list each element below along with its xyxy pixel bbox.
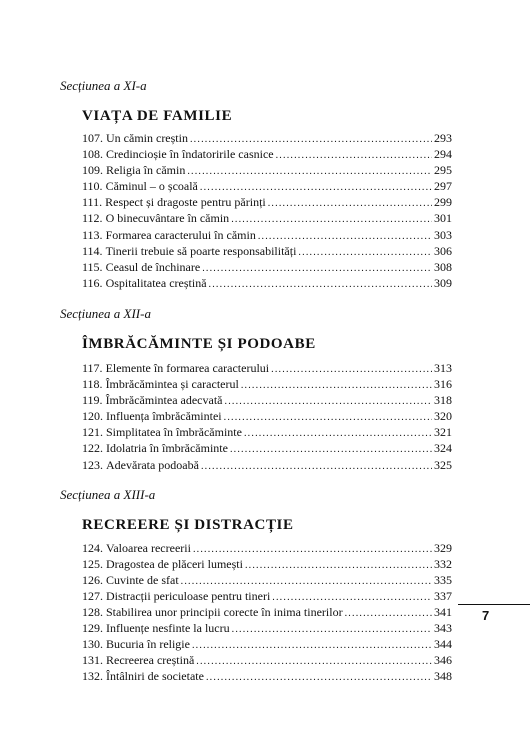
page-number: 7 bbox=[482, 608, 490, 623]
entry-page-number: 346 bbox=[434, 653, 452, 668]
entry-title: Întâlniri de societate bbox=[106, 669, 204, 684]
entry-title: Religia în cămin bbox=[106, 163, 186, 178]
entry-page-number: 303 bbox=[434, 227, 452, 242]
entry-title: Valoarea recreerii bbox=[106, 540, 191, 555]
entry-number: 119. bbox=[82, 393, 103, 408]
entry-title: Influențe nesfinte la lucru bbox=[106, 621, 230, 636]
entry-number: 118. bbox=[82, 377, 103, 392]
toc-section bbox=[60, 306, 452, 473]
entry-number: 125. bbox=[82, 556, 103, 571]
dot-leader bbox=[232, 622, 432, 638]
entry-page-number: 341 bbox=[434, 604, 452, 619]
toc-entry bbox=[82, 440, 452, 456]
toc-entry bbox=[82, 227, 452, 243]
entry-page-number: 325 bbox=[434, 457, 452, 472]
dot-leader bbox=[231, 212, 432, 228]
toc-section bbox=[60, 487, 452, 685]
dot-leader bbox=[202, 261, 432, 277]
toc-entry bbox=[82, 408, 452, 424]
entry-title: Ceasul de închinare bbox=[105, 259, 201, 274]
dot-leader bbox=[225, 394, 433, 410]
dot-leader bbox=[201, 459, 432, 475]
entry-title: Influența îmbrăcămintei bbox=[106, 409, 222, 424]
toc-entry bbox=[82, 588, 452, 604]
entry-number: 128. bbox=[82, 604, 103, 619]
toc-entry bbox=[82, 194, 452, 210]
entry-title: Adevărata podoabă bbox=[106, 457, 199, 472]
entry-title: Dragostea de plăceri lumești bbox=[106, 556, 243, 571]
entry-title: O binecuvântare în cămin bbox=[105, 211, 230, 226]
entry-number: 123. bbox=[82, 457, 103, 472]
entry-number: 112. bbox=[82, 211, 103, 226]
toc-entry bbox=[82, 424, 452, 440]
toc-entry bbox=[82, 376, 452, 392]
entry-title: Elemente în formarea caracterului bbox=[105, 360, 270, 375]
entry-number: 120. bbox=[82, 409, 103, 424]
section-heading: VIAȚA DE FAMILIE bbox=[82, 108, 233, 124]
dot-leader bbox=[345, 606, 432, 622]
entry-page-number: 321 bbox=[434, 425, 452, 440]
entry-page-number: 344 bbox=[434, 637, 452, 652]
entry-page-number: 309 bbox=[434, 275, 452, 290]
entry-number: 117. bbox=[82, 360, 103, 375]
dot-leader bbox=[244, 426, 432, 442]
section-heading: RECREERE ȘI DISTRACȚIE bbox=[82, 516, 294, 533]
entry-number: 132. bbox=[82, 669, 103, 684]
entry-title: Îmbrăcămintea adecvată bbox=[105, 393, 223, 408]
entry-page-number: 318 bbox=[434, 393, 452, 408]
toc-entry bbox=[82, 178, 452, 194]
dot-leader bbox=[187, 164, 432, 180]
dot-leader bbox=[268, 196, 432, 212]
dot-leader bbox=[276, 148, 432, 164]
entry-number: 109. bbox=[82, 163, 103, 178]
toc-entry bbox=[82, 130, 452, 146]
entry-page-number: 316 bbox=[434, 377, 452, 392]
dot-leader bbox=[192, 638, 432, 654]
toc-entry bbox=[82, 668, 452, 684]
entry-title: Bucuria în religie bbox=[106, 637, 190, 652]
toc-entry bbox=[82, 146, 452, 162]
entry-number: 108. bbox=[82, 147, 103, 162]
dot-leader bbox=[245, 558, 432, 574]
folio-rule bbox=[458, 604, 530, 605]
entry-page-number: 343 bbox=[434, 621, 452, 636]
entry-number: 111. bbox=[82, 195, 103, 210]
entry-title: Îmbrăcămintea și caracterul bbox=[105, 377, 239, 392]
toc-entry bbox=[82, 259, 452, 275]
entry-page-number: 337 bbox=[434, 588, 452, 603]
entry-title: Recreerea creștină bbox=[106, 653, 195, 668]
entry-number: 124. bbox=[82, 540, 103, 555]
entry-number: 122. bbox=[82, 441, 103, 456]
toc-entry bbox=[82, 636, 452, 652]
toc-entry bbox=[82, 457, 452, 473]
entry-title: Un cămin creștin bbox=[106, 131, 188, 145]
toc-entry bbox=[82, 275, 452, 291]
entry-page-number: 294 bbox=[434, 147, 452, 162]
entry-page-number: 299 bbox=[434, 195, 452, 210]
entry-page-number: 308 bbox=[434, 259, 452, 274]
dot-leader bbox=[196, 654, 432, 670]
entry-page-number: 293 bbox=[434, 131, 452, 145]
entry-title: Simplitatea în îmbrăcăminte bbox=[106, 425, 242, 440]
entry-page-number: 301 bbox=[434, 211, 452, 226]
dot-leader bbox=[230, 442, 432, 458]
entry-page-number: 332 bbox=[434, 556, 452, 571]
toc-entry bbox=[82, 243, 452, 259]
toc-entry-list bbox=[60, 540, 452, 685]
toc-entry bbox=[82, 652, 452, 668]
entry-number: 126. bbox=[82, 572, 103, 587]
toc-entry bbox=[82, 360, 452, 376]
entry-number: 130. bbox=[82, 637, 103, 652]
entry-page-number: 306 bbox=[434, 243, 452, 258]
entry-number: 113. bbox=[82, 227, 103, 242]
entry-page-number: 324 bbox=[434, 441, 452, 456]
entry-page-number: 329 bbox=[434, 540, 452, 555]
toc-entry-list bbox=[60, 360, 452, 473]
toc-section bbox=[60, 78, 452, 291]
dot-leader bbox=[271, 362, 432, 378]
entry-title: Cuvinte de sfat bbox=[106, 572, 179, 587]
section-label: Secțiunea a XII-a bbox=[60, 305, 151, 321]
entry-page-number: 313 bbox=[434, 360, 452, 375]
toc-entry bbox=[82, 620, 452, 636]
entry-title: Respect și dragoste pentru părinți bbox=[105, 195, 266, 210]
toc-entry bbox=[82, 604, 452, 620]
entry-number: 129. bbox=[82, 621, 103, 636]
dot-leader bbox=[241, 378, 432, 394]
entry-title: Căminul – o școală bbox=[105, 179, 198, 194]
dot-leader bbox=[224, 410, 432, 426]
entry-number: 121. bbox=[82, 425, 103, 440]
toc-entry bbox=[82, 210, 452, 226]
entry-title: Ospitalitatea creștină bbox=[105, 275, 207, 290]
section-label: Secțiunea a XIII-a bbox=[60, 486, 156, 502]
toc-entry-list bbox=[60, 130, 452, 291]
dot-leader bbox=[298, 245, 432, 261]
entry-page-number: 348 bbox=[434, 669, 452, 684]
entry-title: Formarea caracterului în cămin bbox=[105, 227, 256, 242]
entry-number: 107. bbox=[82, 131, 103, 145]
dot-leader bbox=[209, 277, 432, 293]
entry-page-number: 297 bbox=[434, 179, 452, 194]
toc-entry bbox=[82, 556, 452, 572]
toc-entry bbox=[82, 392, 452, 408]
entry-page-number: 295 bbox=[434, 163, 452, 178]
table-of-contents bbox=[60, 78, 452, 684]
entry-page-number: 320 bbox=[434, 409, 452, 424]
toc-entry bbox=[82, 162, 452, 178]
entry-number: 115. bbox=[82, 259, 103, 274]
entry-title: Tinerii trebuie să poarte responsabilități bbox=[105, 243, 297, 258]
entry-number: 116. bbox=[82, 275, 103, 290]
entry-title: Distracții periculoase pentru tineri bbox=[106, 588, 271, 603]
entry-page-number: 335 bbox=[434, 572, 452, 587]
entry-number: 110. bbox=[82, 179, 103, 194]
section-label: Secțiunea a XI-a bbox=[60, 78, 147, 93]
entry-title: Credincioșie în îndatoririle casnice bbox=[106, 147, 274, 162]
entry-title: Idolatria în îmbrăcăminte bbox=[106, 441, 228, 456]
dot-leader bbox=[206, 670, 432, 686]
entry-number: 127. bbox=[82, 588, 103, 603]
entry-number: 114. bbox=[82, 243, 103, 258]
toc-entry bbox=[82, 572, 452, 588]
toc-entry bbox=[82, 540, 452, 556]
entry-number: 131. bbox=[82, 653, 103, 668]
section-heading: ÎMBRĂCĂMINTE ȘI PODOABE bbox=[82, 335, 316, 352]
entry-title: Stabilirea unor principii corecte în inima tinerilor bbox=[106, 604, 343, 619]
